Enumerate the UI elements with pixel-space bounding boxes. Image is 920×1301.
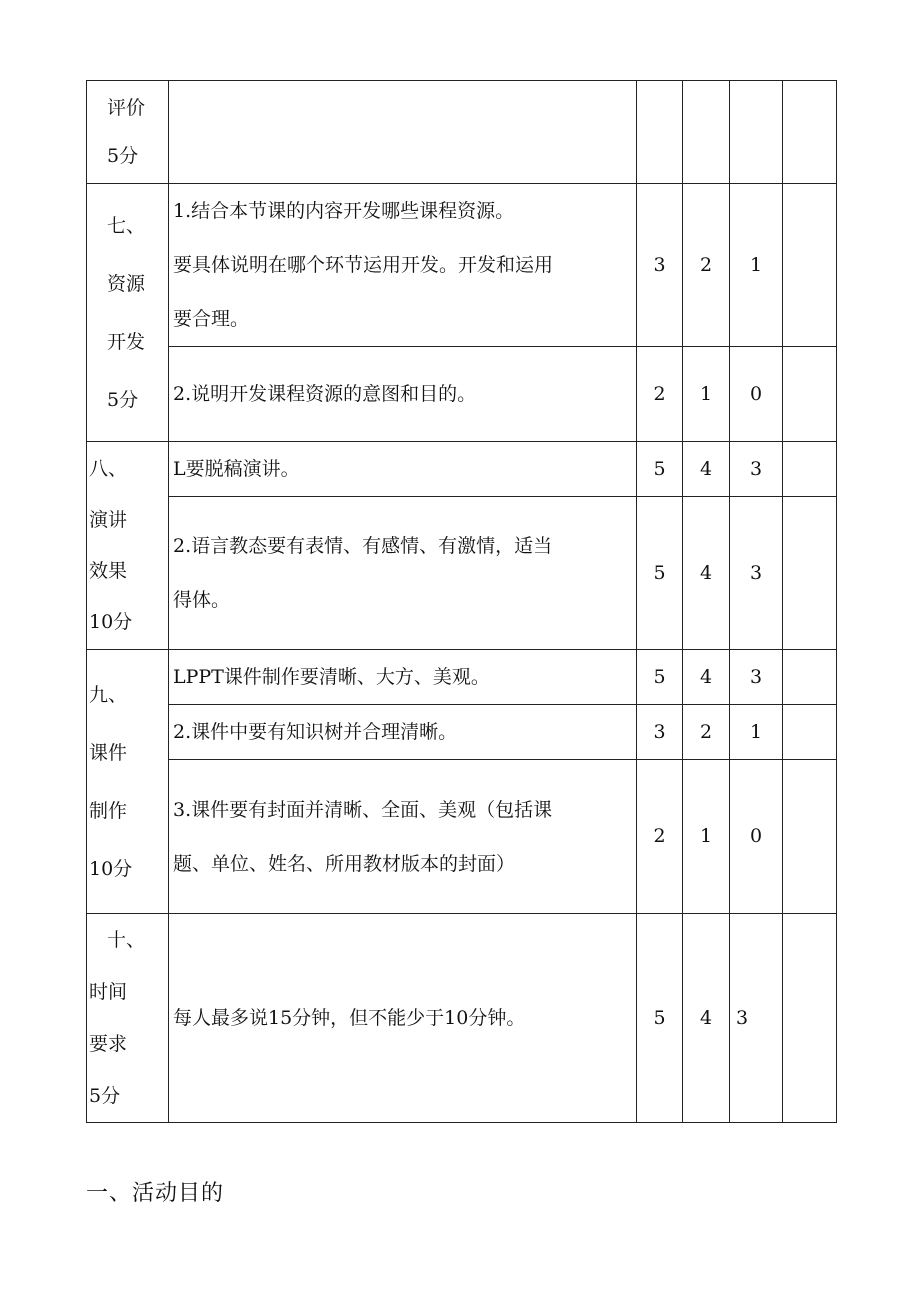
score-cell: 3 (730, 442, 783, 497)
score-cell: 0 (730, 760, 783, 914)
category-cell: 九、 课件 制作 10分 (87, 650, 169, 914)
score-cell: 0 (730, 347, 783, 442)
table-row (87, 184, 837, 347)
criterion-cell: 每人最多说15分钟，但不能少于10分钟。 (169, 914, 637, 1123)
table-row (87, 497, 837, 650)
table-row (87, 347, 837, 442)
criterion-cell: L要脱稿演讲。 (169, 442, 637, 497)
category-cell: 七、 资源 开发 5分 (87, 184, 169, 442)
scoring-table (86, 80, 837, 1123)
criterion-cell: 3.课件要有封面并清晰、全面、美观（包括课 题、单位、姓名、所用教材版本的封面） (169, 760, 637, 914)
score-cell: 3 (730, 497, 783, 650)
table-row (87, 760, 837, 914)
criterion-cell: LPPT课件制作要清晰、大方、美观。 (169, 650, 637, 705)
table-row (87, 81, 837, 184)
score-cell: 1 (683, 347, 730, 442)
score-cell: 2 (683, 705, 730, 760)
score-cell: 5 (637, 497, 683, 650)
score-cell: 3 (730, 650, 783, 705)
score-cell: 2 (683, 184, 730, 347)
score-cell: 3 (637, 705, 683, 760)
criterion-cell: 1.结合本节课的内容开发哪些课程资源。 要具体说明在哪个环节运用开发。开发和运用 要合理。 (169, 184, 637, 347)
table-row (87, 650, 837, 705)
table-row (87, 914, 837, 1123)
score-cell: 4 (683, 650, 730, 705)
section-heading: 一、活动目的 (86, 1181, 225, 1206)
score-cell: 3 (730, 914, 783, 1123)
score-cell: 1 (683, 760, 730, 914)
category-cell: 十、 时间 要求 5分 (87, 914, 169, 1123)
score-cell: 5 (637, 650, 683, 705)
score-cell: 1 (730, 705, 783, 760)
score-cell: 5 (637, 442, 683, 497)
score-cell: 4 (683, 442, 730, 497)
table-row (87, 705, 837, 760)
score-cell: 4 (683, 914, 730, 1123)
score-cell: 3 (637, 184, 683, 347)
category-cell: 评价 5分 (87, 81, 169, 184)
table-row (87, 442, 837, 497)
category-cell: 八、 演讲 效果 10分 (87, 442, 169, 650)
score-cell: 2 (637, 760, 683, 914)
score-cell: 2 (637, 347, 683, 442)
score-cell: 5 (637, 914, 683, 1123)
score-cell: 4 (683, 497, 730, 650)
score-cell: 1 (730, 184, 783, 347)
criterion-cell: 2.课件中要有知识树并合理清晰。 (169, 705, 637, 760)
criterion-cell: 2.语言教态要有表情、有感情、有激情，适当 得体。 (169, 497, 637, 650)
criterion-cell: 2.说明开发课程资源的意图和目的。 (169, 347, 637, 442)
